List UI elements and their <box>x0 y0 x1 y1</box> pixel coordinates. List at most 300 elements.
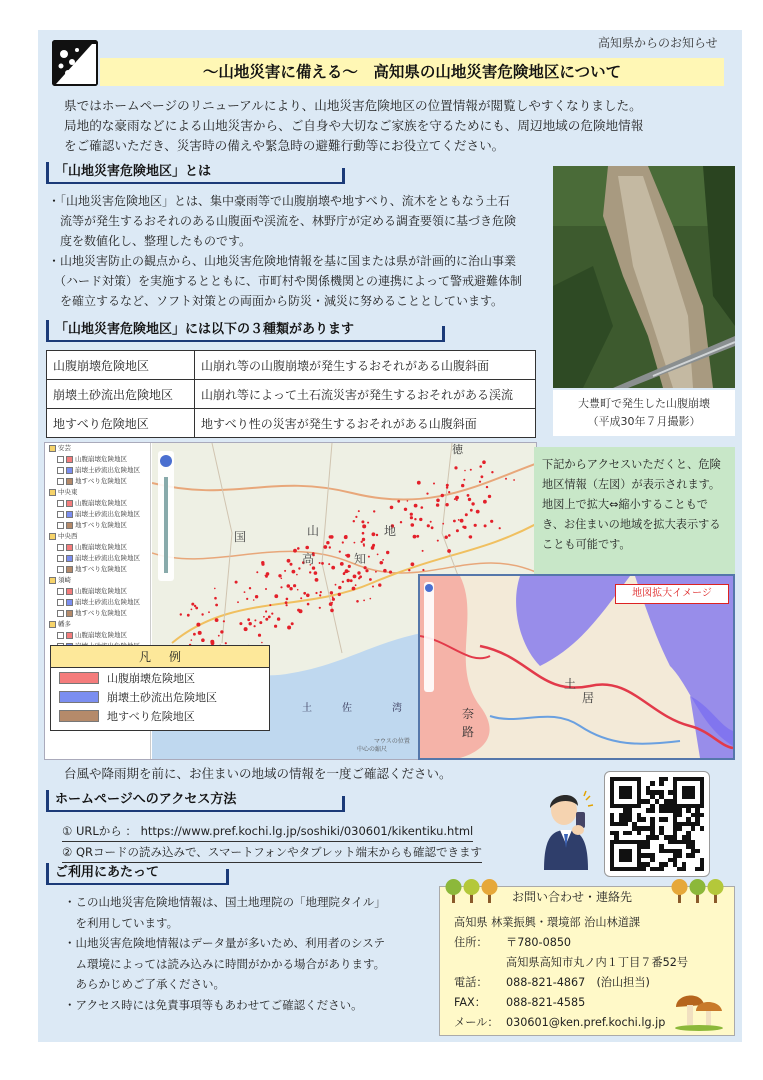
hazard-point <box>289 587 292 590</box>
hazard-point <box>201 613 203 615</box>
hazard-point <box>208 611 210 613</box>
layer-swatch <box>66 478 73 485</box>
hazard-point <box>330 609 334 613</box>
hazard-point <box>417 481 421 485</box>
hazard-point <box>455 496 459 500</box>
access-note-line: ことも可能です。 <box>542 538 631 551</box>
table-row <box>47 409 536 438</box>
contact-label: 住所： <box>454 936 488 949</box>
hazard-point <box>386 551 389 554</box>
legend-label: 地すべり危険地区 <box>107 710 195 723</box>
hazard-point <box>286 604 288 606</box>
hazard-point <box>350 579 353 582</box>
zoom-place-label: 路 <box>462 725 475 739</box>
layer-item[interactable] <box>45 542 150 553</box>
hazard-point <box>416 535 419 538</box>
layer-item-label: 地すべり危険地区 <box>75 477 127 485</box>
hazard-point <box>255 595 258 598</box>
hazard-point <box>413 535 417 539</box>
section-heading-definition: 「山地災害危険地区」とは <box>46 162 342 184</box>
hazard-point <box>339 551 341 553</box>
hazard-point <box>370 598 372 600</box>
contact-tel: 088-821-4867 (治山担当) <box>506 976 650 989</box>
layer-swatch <box>66 467 73 474</box>
hazard-point <box>330 591 333 594</box>
hazard-point <box>331 566 335 570</box>
hazard-point <box>323 545 327 549</box>
definition-line: ・「山地災害危険地区」とは、集中豪雨等で山腹崩壊や地すべり、流木をともなう土石 <box>48 194 510 208</box>
hazard-point <box>499 527 501 529</box>
hazard-point <box>300 597 302 599</box>
layer-swatch <box>66 588 73 595</box>
hazard-point <box>321 562 324 565</box>
layer-item-label: 地すべり危険地区 <box>75 521 127 529</box>
hazard-point <box>453 520 456 523</box>
layer-checkbox[interactable] <box>57 566 64 573</box>
layer-item-label: 崩壊土砂流出危険地区 <box>75 510 140 518</box>
layer-item[interactable] <box>45 509 150 520</box>
map-place-label: 湾 <box>392 703 402 714</box>
hazard-point <box>361 520 364 523</box>
contact-address-row <box>454 953 688 973</box>
hazard-point <box>421 506 424 509</box>
hazard-point <box>389 571 392 574</box>
hazard-point <box>465 513 468 516</box>
hazard-point <box>284 570 286 572</box>
table-cell: 山腹崩壊危険地区 <box>47 351 195 380</box>
hazard-point <box>369 578 372 581</box>
layer-item[interactable] <box>45 608 150 619</box>
hazard-point <box>246 598 248 600</box>
hazard-point <box>319 562 321 564</box>
layer-checkbox[interactable] <box>57 456 64 463</box>
hazard-point <box>468 498 471 501</box>
hazard-point <box>377 554 379 556</box>
hazard-point <box>297 547 300 550</box>
section-heading-usage: ご利用にあたって <box>46 863 226 885</box>
map-scale-note: マウスの位置 <box>374 738 410 745</box>
hazard-point <box>285 601 288 604</box>
hazard-point <box>372 586 374 588</box>
layer-item-label: 山腹崩壊危険地区 <box>75 587 127 595</box>
layer-swatch <box>66 599 73 606</box>
hazard-point <box>437 540 439 542</box>
hazard-point <box>237 601 239 603</box>
hazard-point <box>286 598 289 601</box>
layer-item[interactable] <box>45 465 150 476</box>
zoom-place-label: 居 <box>582 691 595 705</box>
qr-code[interactable] <box>604 771 710 877</box>
contact-fax: 088-821-4585 <box>506 996 586 1009</box>
hazard-point <box>338 593 341 596</box>
hazard-point <box>277 617 280 620</box>
hazard-point <box>441 494 444 497</box>
hazard-point <box>346 554 350 558</box>
hazard-point <box>254 625 256 627</box>
legend-swatch <box>59 672 99 684</box>
legend-title: 凡例 <box>51 646 269 668</box>
hazard-point <box>447 549 451 553</box>
hazard-point <box>482 460 486 464</box>
hazard-point <box>353 520 355 522</box>
hazard-point <box>479 481 481 483</box>
trees-icon <box>444 875 504 905</box>
folder-icon <box>49 445 56 452</box>
hazard-point <box>483 500 487 504</box>
layer-checkbox[interactable] <box>57 588 64 595</box>
layer-item[interactable] <box>45 630 150 641</box>
hazard-point <box>256 571 258 573</box>
intro-line: をご確認いただき、災害時の備えや緊急時の避難行動等にお役立てください。 <box>64 138 505 153</box>
hazard-point <box>491 471 493 473</box>
layer-swatch <box>66 511 73 518</box>
hazard-point <box>476 510 480 514</box>
contact-label: 電話： <box>454 976 488 989</box>
hazard-point <box>326 541 329 544</box>
hazard-point <box>180 613 182 615</box>
hazard-point <box>345 569 349 573</box>
hazard-point <box>383 569 387 573</box>
map-scale-note: 中心の縮尺 <box>357 746 388 753</box>
layer-checkbox[interactable] <box>57 511 64 518</box>
hazard-point <box>422 569 424 571</box>
hazard-point <box>330 535 334 539</box>
hazard-point <box>353 575 357 579</box>
usage-line: ・山地災害危険地情報はデータ量が多いため、利用者のシステ <box>64 936 385 950</box>
hazard-point <box>195 607 198 610</box>
photo-caption-line: 大豊町で発生した山腹崩壊 <box>578 397 710 410</box>
layer-swatch <box>66 522 73 529</box>
hazard-point <box>470 509 473 512</box>
hazard-point <box>362 532 365 535</box>
hazard-point <box>408 569 410 571</box>
hazard-point <box>414 518 416 520</box>
hazard-point <box>335 584 337 586</box>
hazard-point <box>261 563 264 566</box>
usage-line: を利用しています。 <box>64 915 179 930</box>
hazard-point <box>375 571 377 573</box>
hazard-point <box>382 559 384 561</box>
hazard-point <box>355 516 357 518</box>
map-place-label: 徳 <box>452 443 463 456</box>
layer-group[interactable] <box>45 619 150 630</box>
layer-item-label: 山腹崩壊危険地区 <box>75 543 127 551</box>
hazard-point <box>397 500 400 503</box>
hazard-point <box>247 618 250 621</box>
contact-tel-row <box>454 973 688 993</box>
hazard-point <box>278 574 281 577</box>
legend-swatch <box>59 710 99 722</box>
hazard-point <box>293 584 296 587</box>
hazard-point <box>220 630 223 633</box>
map-place-label: 土 <box>302 703 312 714</box>
layer-group-label: 中央西 <box>58 532 78 540</box>
hazard-point <box>372 532 376 536</box>
hazard-point <box>355 584 357 586</box>
hazard-point <box>319 594 321 596</box>
layer-swatch <box>66 555 73 562</box>
hazard-point <box>249 622 252 625</box>
qr-code-pattern <box>610 777 704 871</box>
map-place-label: 高 <box>302 552 315 566</box>
hazard-point <box>505 478 507 480</box>
layer-item[interactable] <box>45 476 150 487</box>
hazard-point <box>357 571 360 574</box>
hazard-point <box>364 566 367 569</box>
hazard-point <box>461 484 464 487</box>
layer-item-label: 山腹崩壊危険地区 <box>75 499 127 507</box>
layer-item-label: 地すべり危険地区 <box>75 565 127 573</box>
layer-checkbox[interactable] <box>57 478 64 485</box>
hazard-point <box>348 565 351 568</box>
layer-item[interactable] <box>45 553 150 564</box>
hazard-point <box>269 604 271 606</box>
hazard-point <box>442 523 444 525</box>
layer-checkbox[interactable] <box>57 522 64 529</box>
hazard-point <box>471 502 474 505</box>
map-place-label: 知 <box>354 552 367 566</box>
layer-item[interactable] <box>45 454 150 465</box>
hazard-point <box>332 598 335 601</box>
hazard-point <box>268 616 271 619</box>
intro-text <box>64 96 732 156</box>
folder-icon <box>49 533 56 540</box>
hazard-point <box>367 522 369 524</box>
access-note-line: 地区情報（左図）が表示されます。 <box>542 478 721 491</box>
hazard-point <box>329 602 333 606</box>
layer-swatch <box>66 456 73 463</box>
section-heading-access: ホームページへのアクセス方法 <box>46 790 342 812</box>
hazard-point <box>309 571 311 573</box>
legend-item <box>51 669 269 687</box>
hazard-point <box>378 583 381 586</box>
contact-label: FAX： <box>454 996 486 1009</box>
layer-checkbox[interactable] <box>57 599 64 606</box>
hazard-point <box>456 529 459 532</box>
hazard-point <box>479 465 482 468</box>
hazard-point <box>223 620 225 622</box>
hazard-point <box>274 625 277 628</box>
hazard-point <box>338 586 341 589</box>
layer-swatch <box>66 632 73 639</box>
flyer-page <box>38 30 742 1042</box>
legend-label: 山腹崩壊危険地区 <box>107 672 195 685</box>
hazard-point <box>299 609 303 613</box>
hazard-point <box>407 500 409 502</box>
hazard-point <box>411 562 415 566</box>
layer-checkbox[interactable] <box>57 555 64 562</box>
hazard-point <box>265 618 268 621</box>
layer-group[interactable] <box>45 487 150 498</box>
layer-swatch <box>66 610 73 617</box>
person-with-phone-icon <box>536 778 596 870</box>
url-link[interactable]: ① URLから ： https://www.pref.kochi.lg.jp/soshiki/030601/kikentiku.html <box>62 821 473 842</box>
hazard-point <box>214 597 217 600</box>
access-note-line: き、お住まいの地域を拡大表示する <box>542 518 721 531</box>
hazard-point <box>298 567 300 569</box>
hazard-point <box>244 627 248 631</box>
hazard-point <box>445 536 448 539</box>
access-links <box>62 821 482 863</box>
hazard-point <box>410 513 413 516</box>
hazard-point <box>280 586 282 588</box>
layer-item[interactable] <box>45 597 150 608</box>
map-place-label: 地 <box>384 524 397 538</box>
table-cell: 地すべり危険地区 <box>47 409 195 438</box>
layer-checkbox[interactable] <box>57 467 64 474</box>
hazard-point <box>368 556 370 558</box>
layer-group-label: 幡多 <box>58 620 71 628</box>
legend-item <box>51 688 269 706</box>
layer-group[interactable] <box>45 531 150 542</box>
qr-instruction: ② QRコードの読み込みで、スマートフォンやタブレット端末からも確認できます <box>62 842 482 863</box>
hazard-point <box>292 570 296 574</box>
section-heading-types: 「山地災害危険地区」には以下の３種類があります <box>46 320 442 342</box>
contact-postal: 〒780-0850 <box>506 936 572 949</box>
hazard-point <box>445 503 448 506</box>
trees-icon <box>670 875 732 905</box>
hazard-point <box>361 541 363 543</box>
hazard-point <box>490 520 493 523</box>
table-cell: 崩壊土砂流出危険地区 <box>47 380 195 409</box>
hazard-point <box>486 486 488 488</box>
legend-swatch <box>59 691 99 703</box>
layer-item-label: 山腹崩壊危険地区 <box>75 631 127 639</box>
hazard-point <box>306 594 310 598</box>
hazard-point <box>363 600 365 602</box>
hazard-point <box>303 592 306 595</box>
hazard-point <box>305 546 309 550</box>
layer-item[interactable] <box>45 498 150 509</box>
layer-item-label: 地すべり危険地区 <box>75 609 127 617</box>
hazard-point <box>201 638 205 642</box>
definition-line: ・山地災害防止の観点から、山地災害危険地情報を基に国または県が計画的に治山事業 <box>48 254 517 268</box>
layer-item[interactable] <box>45 520 150 531</box>
layer-group[interactable] <box>45 443 150 454</box>
hazard-point <box>244 591 246 593</box>
layer-item[interactable] <box>45 564 150 575</box>
layer-item-label: 山腹崩壊危険地区 <box>75 455 127 463</box>
table-row <box>47 351 536 380</box>
hazard-point <box>296 574 298 576</box>
hazard-point <box>422 550 424 552</box>
map-legend <box>50 645 270 731</box>
hazard-types-table <box>46 350 536 438</box>
hazard-point <box>319 607 321 609</box>
hazard-point <box>356 600 359 603</box>
hazard-point <box>312 566 315 569</box>
hazard-point <box>307 603 310 606</box>
hazard-point <box>352 587 356 591</box>
zoomed-map[interactable] <box>418 574 735 760</box>
hazard-point <box>433 483 435 485</box>
photo-caption-line: （平成30年７月撮影） <box>587 415 701 428</box>
hazard-point <box>458 519 460 521</box>
hazard-point <box>342 541 344 543</box>
zoom-place-label: 土 <box>564 677 577 691</box>
contact-fax-row <box>454 993 688 1013</box>
hazard-point <box>484 524 487 527</box>
photo-caption <box>553 390 735 436</box>
hazard-point <box>281 578 283 580</box>
hazard-point <box>411 524 413 526</box>
definition-text <box>48 191 522 311</box>
hazard-point <box>239 622 242 625</box>
layer-checkbox[interactable] <box>57 610 64 617</box>
hazard-point <box>404 508 407 511</box>
layer-swatch <box>66 500 73 507</box>
hazard-point <box>363 545 365 547</box>
hazard-point <box>372 544 375 547</box>
hazard-point <box>297 589 299 591</box>
hazard-point <box>218 635 220 637</box>
hazard-point <box>463 479 465 481</box>
hazard-point <box>287 559 291 563</box>
map-place-label: 佐 <box>342 703 352 714</box>
typhoon-note: 台風や降雨期を前に、お住まいの地域の情報を一度ご確認ください。 <box>64 766 452 781</box>
intro-line: 県ではホームページのリニューアルにより、山地災害危険地区の位置情報が閲覧しやすくなりました。 <box>64 98 642 113</box>
contact-box <box>439 886 735 1036</box>
hazard-point <box>198 631 202 635</box>
top-note: 高知県からのお知らせ <box>598 36 718 50</box>
hazard-point <box>287 626 291 630</box>
hazard-point <box>266 572 270 576</box>
layer-item[interactable] <box>45 586 150 597</box>
hazard-point <box>328 563 330 565</box>
usage-line: ・この山地災害危険地情報は、国土地理院の「地理院タイル」 <box>64 895 386 909</box>
contact-heading: お問い合わせ・連絡先 <box>512 890 633 904</box>
layer-swatch <box>66 544 73 551</box>
legend-label: 崩壊土砂流出危険地区 <box>107 691 217 704</box>
hazard-point <box>320 591 322 593</box>
hazard-point <box>261 642 263 644</box>
hazard-point <box>342 581 344 583</box>
hazard-point <box>214 588 216 590</box>
layer-checkbox[interactable] <box>57 632 64 639</box>
table-cell: 山崩れ等の山腹崩壊が発生するおそれがある山腹斜面 <box>195 351 536 380</box>
layer-group-label: 中央東 <box>58 488 78 496</box>
layer-group-label: 須崎 <box>58 576 71 584</box>
layer-checkbox[interactable] <box>57 500 64 507</box>
map-place-label: 山 <box>307 524 320 538</box>
hazard-point <box>253 599 255 601</box>
layer-group-label: 安芸 <box>58 444 71 452</box>
access-note <box>534 447 735 584</box>
hazard-point <box>358 510 360 512</box>
contact-mail[interactable]: 030601@ken.pref.kochi.lg.jp <box>506 1016 666 1029</box>
table-cell: 地すべり性の災害が発生するおそれがある山腹斜面 <box>195 409 536 438</box>
hazard-point <box>462 526 465 529</box>
hazard-point <box>365 569 368 572</box>
layer-group[interactable] <box>45 575 150 586</box>
hazard-point <box>344 535 348 539</box>
layer-checkbox[interactable] <box>57 544 64 551</box>
hazard-point <box>354 542 356 544</box>
hazard-point <box>191 639 193 641</box>
hazard-point <box>400 521 402 523</box>
hazard-point <box>191 603 194 606</box>
hazard-point <box>419 518 422 521</box>
zoom-image-label: 地図拡大イメージ <box>615 584 729 604</box>
hazard-point <box>427 524 430 527</box>
hazard-point <box>390 506 394 510</box>
definition-line: を確立するなど、ソフト対策との両面から防災・減災に努めることとしています。 <box>48 294 504 308</box>
hazard-point <box>464 470 466 472</box>
hazard-point <box>481 475 484 478</box>
table-cell: 山崩れ等によって土石流災害が発生するおそれがある渓流 <box>195 380 536 409</box>
hazard-point <box>513 479 515 481</box>
hazard-point <box>454 466 457 469</box>
